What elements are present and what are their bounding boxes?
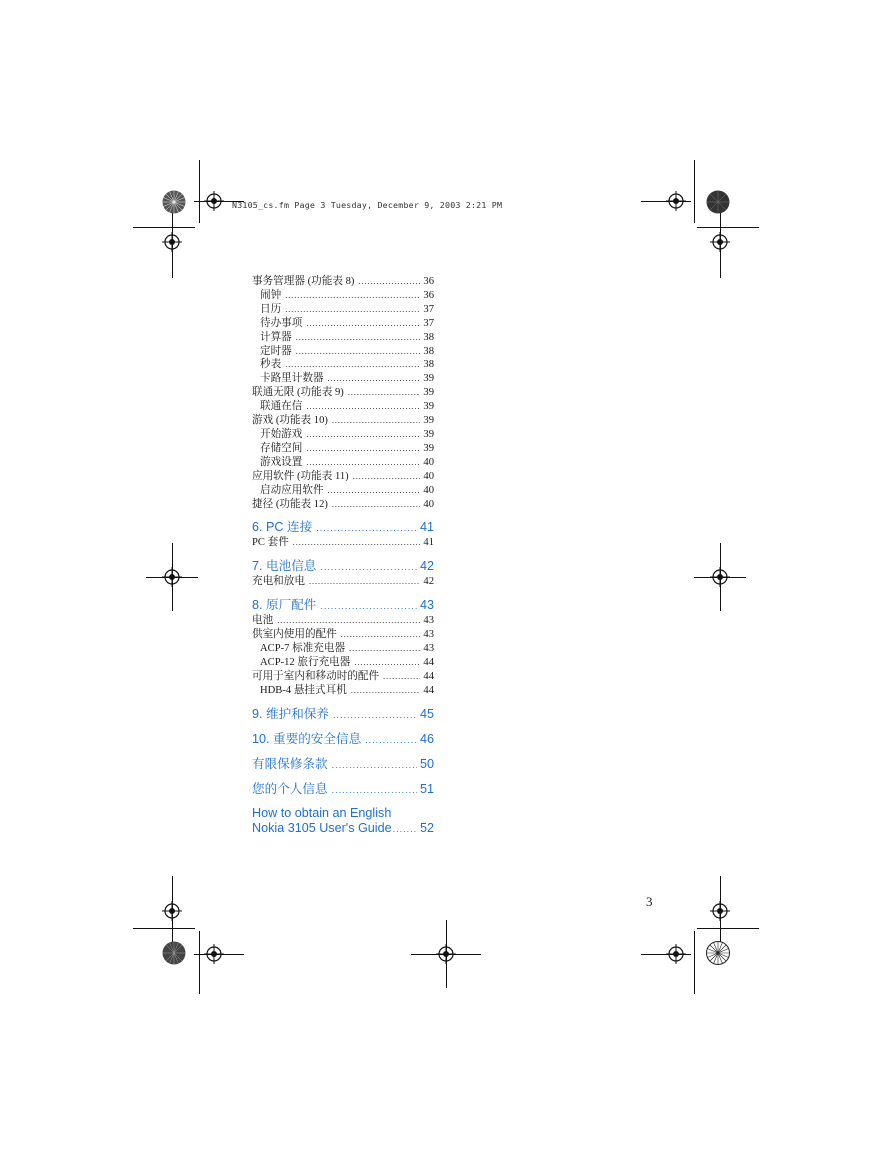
toc-entry[interactable] xyxy=(252,684,434,698)
toc-chapter-page: 42 xyxy=(419,559,434,574)
toc-entry-page: 40 xyxy=(423,498,434,510)
toc-entry-title: 捷径 (功能表 12) xyxy=(252,498,328,510)
toc-entry-title: 定时器 xyxy=(260,345,292,357)
toc-entry-page: 40 xyxy=(423,484,434,496)
toc-section-top xyxy=(252,275,434,511)
registration-target-icon xyxy=(162,901,182,921)
registration-target-icon xyxy=(162,567,182,587)
toc-entry[interactable] xyxy=(252,642,434,656)
toc-entry-page: 40 xyxy=(423,456,434,468)
toc-chapter-8[interactable] xyxy=(252,597,434,614)
toc-entry-title: ACP-12 旅行充电器 xyxy=(260,656,351,668)
toc-entry-title: 电池 xyxy=(252,615,274,627)
star-target-icon xyxy=(162,941,186,965)
toc-entry[interactable] xyxy=(252,317,434,331)
toc-entry[interactable] xyxy=(252,498,434,512)
toc-entry-title: 联通无限 (功能表 9) xyxy=(252,387,344,399)
toc-entry[interactable] xyxy=(252,331,434,345)
toc-entry-title: HDB-4 悬挂式耳机 xyxy=(260,684,347,696)
toc-entry-title: 闹钟 xyxy=(260,289,282,301)
toc-entry[interactable] xyxy=(252,536,434,550)
toc-entry-page: 38 xyxy=(423,359,434,371)
toc-chapter-page: 50 xyxy=(419,756,434,771)
toc-chapter-6[interactable] xyxy=(252,519,434,536)
toc-entry[interactable] xyxy=(252,358,434,372)
star-target-icon xyxy=(162,190,186,214)
toc-entry-title: ACP-7 标准充电器 xyxy=(260,643,346,655)
toc-personal-info[interactable] xyxy=(252,781,434,798)
toc-entry-page: 39 xyxy=(423,373,434,385)
toc-entry[interactable] xyxy=(252,428,434,442)
toc-entry[interactable] xyxy=(252,484,434,498)
toc-chapter-page: 45 xyxy=(419,706,434,721)
toc-entry[interactable] xyxy=(252,386,434,400)
toc-english-guide[interactable] xyxy=(252,806,434,838)
registration-target-icon xyxy=(666,191,686,211)
toc-entry-page: 43 xyxy=(423,615,434,627)
toc-entry-page: 39 xyxy=(423,401,434,413)
star-target-icon xyxy=(706,941,730,965)
toc-entry[interactable] xyxy=(252,456,434,470)
toc-entry-title: 可用于室内和移动时的配件 xyxy=(252,670,380,682)
table-of-contents xyxy=(252,275,434,838)
toc-entry-page: 37 xyxy=(423,303,434,315)
toc-entry-page: 39 xyxy=(423,442,434,454)
toc-chapter-page: 52 xyxy=(419,821,434,836)
toc-entry-page: 37 xyxy=(423,317,434,329)
toc-entry-page: 43 xyxy=(423,629,434,641)
toc-chapter-title: 9. 维护和保养 xyxy=(252,706,329,721)
toc-entry[interactable] xyxy=(252,372,434,386)
toc-entry[interactable] xyxy=(252,275,434,289)
toc-entry-page: 36 xyxy=(423,276,434,287)
toc-entry-page: 38 xyxy=(423,345,434,357)
registration-target-icon xyxy=(436,944,456,964)
toc-entry-title: 存储空间 xyxy=(260,442,303,454)
toc-entry-page: 40 xyxy=(423,470,434,482)
toc-entry-title: 游戏 (功能表 10) xyxy=(252,415,328,427)
toc-entry-page: 44 xyxy=(423,670,434,682)
registration-target-icon xyxy=(710,232,730,252)
toc-entry-title: 开始游戏 xyxy=(260,428,303,440)
page-number: 3 xyxy=(646,894,653,909)
toc-entry[interactable] xyxy=(252,303,434,317)
toc-chapter-title: 8. 原厂配件 xyxy=(252,598,317,613)
toc-entry[interactable] xyxy=(252,628,434,642)
toc-entry-title: 秒表 xyxy=(260,359,282,371)
toc-entry-title: 游戏设置 xyxy=(260,456,303,468)
toc-entry[interactable] xyxy=(252,345,434,359)
toc-entry-title: 计算器 xyxy=(260,331,292,343)
registration-target-icon xyxy=(204,944,224,964)
toc-chapter-10[interactable] xyxy=(252,731,434,748)
toc-entry-title: 卡路里计数器 xyxy=(260,373,324,385)
toc-entry[interactable] xyxy=(252,656,434,670)
registration-target-icon xyxy=(162,232,182,252)
toc-entry-page: 41 xyxy=(423,537,434,549)
toc-chapter-title: 您的个人信息 xyxy=(252,781,328,796)
toc-chapter-title: 10. 重要的安全信息 xyxy=(252,731,362,746)
toc-english-guide-line2: Nokia 3105 User's Guide xyxy=(252,821,392,836)
toc-chapter-7[interactable] xyxy=(252,558,434,575)
toc-entry-page: 43 xyxy=(423,643,434,655)
toc-entry-page: 44 xyxy=(423,656,434,668)
toc-entry-title: 事务管理器 (功能表 8) xyxy=(252,276,355,287)
toc-entry[interactable] xyxy=(252,400,434,414)
toc-entry-title: 待办事项 xyxy=(260,317,303,329)
toc-entry[interactable] xyxy=(252,575,434,589)
registration-target-icon xyxy=(710,567,730,587)
toc-chapter-page: 41 xyxy=(419,520,434,535)
toc-entry[interactable] xyxy=(252,442,434,456)
toc-chapter-page: 46 xyxy=(419,731,434,746)
toc-entry-page: 44 xyxy=(423,684,434,696)
toc-warranty[interactable] xyxy=(252,756,434,773)
registration-target-icon xyxy=(204,191,224,211)
toc-english-guide-line1: How to obtain an English xyxy=(252,805,392,820)
toc-entry-title: 日历 xyxy=(260,303,282,315)
toc-chapter-title: 6. PC 连接 xyxy=(252,520,313,535)
toc-entry-page: 42 xyxy=(423,576,434,588)
file-info-header: N3105_cs.fm Page 3 Tuesday, December 9, 2003 2:21 PM xyxy=(232,200,503,210)
toc-chapter-9[interactable] xyxy=(252,706,434,723)
toc-entry[interactable] xyxy=(252,470,434,484)
toc-entry-page: 38 xyxy=(423,331,434,343)
registration-target-icon xyxy=(710,901,730,921)
toc-chapter-6-items xyxy=(252,536,434,550)
star-target-icon xyxy=(706,190,730,214)
toc-chapter-title: 有限保修条款 xyxy=(252,756,328,771)
toc-entry-title: PC 套件 xyxy=(252,537,289,549)
toc-chapter-title: 7. 电池信息 xyxy=(252,559,317,574)
toc-entry[interactable] xyxy=(252,289,434,303)
toc-entry-page: 36 xyxy=(423,289,434,301)
toc-entry-title: 供室内使用的配件 xyxy=(252,629,337,641)
toc-entry-page: 39 xyxy=(423,428,434,440)
toc-chapter-page: 51 xyxy=(419,781,434,796)
toc-chapter-page: 43 xyxy=(419,598,434,613)
toc-entry-title: 启动应用软件 xyxy=(260,484,324,496)
toc-entry-title: 充电和放电 xyxy=(252,576,305,588)
toc-entry[interactable] xyxy=(252,414,434,428)
toc-entry-page: 39 xyxy=(423,387,434,399)
toc-entry[interactable] xyxy=(252,614,434,628)
toc-chapter-8-items xyxy=(252,614,434,697)
toc-entry-page: 39 xyxy=(423,415,434,427)
toc-chapter-7-items xyxy=(252,575,434,589)
toc-entry-title: 联通在信 xyxy=(260,401,303,413)
toc-entry[interactable] xyxy=(252,670,434,684)
toc-entry-title: 应用软件 (功能表 11) xyxy=(252,470,349,482)
registration-target-icon xyxy=(666,944,686,964)
